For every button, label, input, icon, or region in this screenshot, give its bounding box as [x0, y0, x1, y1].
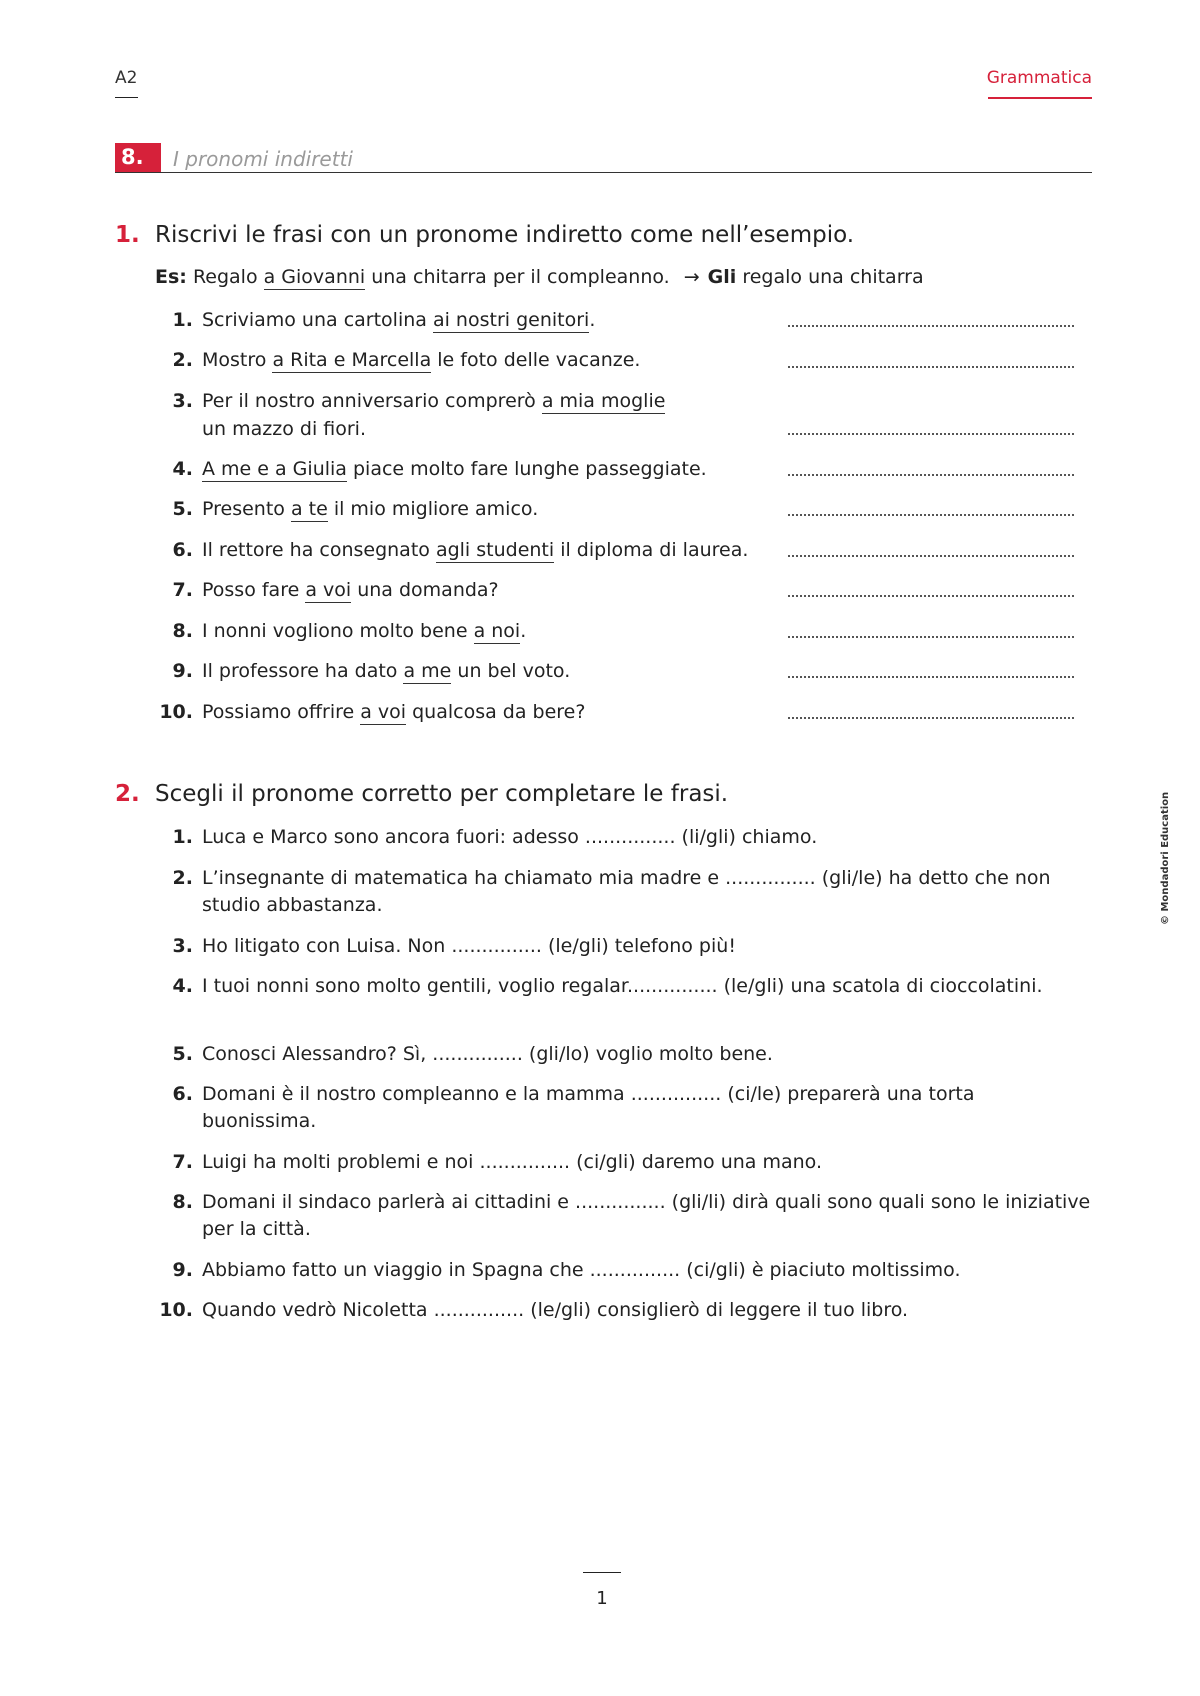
item-underlined: a voi — [305, 579, 352, 601]
item-text: Abbiamo fatto un viaggio in Spagna che ............... (ci/gli) è piaciuto moltissimo. — [202, 1259, 961, 1281]
item-number: 6. — [172, 1083, 193, 1105]
item-text: I nonni vogliono molto bene — [202, 620, 474, 642]
item-text: Il professore ha dato — [202, 660, 404, 682]
example-answer: regalo una chitarra — [736, 266, 924, 288]
item-number: 3. — [172, 390, 193, 412]
item-number: 10. — [159, 701, 193, 723]
level-underline — [115, 97, 138, 98]
example-sentence — [155, 266, 924, 288]
list-item — [155, 1189, 1092, 1243]
list-item — [155, 1257, 1092, 1284]
item-number: 2. — [172, 349, 193, 371]
answer-line[interactable] — [788, 366, 1074, 368]
item-text: qualcosa da bere? — [406, 701, 586, 723]
section-underline — [988, 97, 1092, 99]
item-text: una domanda? — [351, 579, 499, 601]
unit-number-badge: 8. — [115, 143, 161, 172]
item-underlined: agli studenti — [435, 539, 555, 561]
page-number-rule — [583, 1572, 621, 1573]
item-text: Conosci Alessandro? Sì, ............... (gli/lo) voglio molto bene. — [202, 1043, 773, 1065]
item-text: Per il nostro anniversario comprerò — [202, 390, 542, 412]
item-text: il mio migliore amico. — [327, 498, 539, 520]
item-number: 2. — [172, 867, 193, 889]
answer-line[interactable] — [788, 676, 1074, 678]
answer-line[interactable] — [788, 433, 1074, 435]
item-text: un mazzo di fiori. — [202, 418, 366, 440]
answer-line[interactable] — [788, 717, 1074, 719]
item-underlined: A me e a Giulia — [202, 458, 347, 480]
list-item — [155, 865, 1092, 919]
item-text: Posso fare — [202, 579, 306, 601]
item-text: Quando vedrò Nicoletta ............... (le/gli) consiglierò di leggere il tuo libro. — [202, 1299, 909, 1321]
exercise-2-heading — [115, 781, 728, 807]
item-underlined: a mia moglie — [541, 390, 666, 412]
item-underlined: ai nostri genitori — [432, 309, 590, 331]
item-number: 5. — [172, 1043, 193, 1065]
item-number: 9. — [172, 1259, 193, 1281]
list-item — [155, 824, 1092, 851]
item-number: 3. — [172, 935, 193, 957]
answer-line[interactable] — [788, 474, 1074, 476]
example-underlined: a Giovanni — [263, 266, 366, 288]
list-item — [155, 1297, 1092, 1324]
unit-title: I pronomi indiretti — [173, 147, 353, 171]
item-text: Possiamo offrire — [202, 701, 361, 723]
item-text: Luca e Marco sono ancora fuori: adesso ............... (li/gli) chiamo. — [202, 826, 818, 848]
item-number: 5. — [172, 498, 193, 520]
item-underlined: a te — [290, 498, 328, 520]
list-item — [155, 1149, 1092, 1176]
unit-heading — [115, 143, 1092, 173]
item-text: le foto delle vacanze. — [431, 349, 641, 371]
item-number: 8. — [172, 620, 193, 642]
item-text: Il rettore ha consegnato — [202, 539, 436, 561]
exercise-instruction: Riscrivi le frasi con un pronome indiretto come nell’esempio. — [155, 222, 855, 248]
item-text: . — [589, 309, 596, 331]
item-underlined: a noi — [473, 620, 521, 642]
item-number: 9. — [172, 660, 193, 682]
copyright-notice: © Mondadori Education — [1160, 791, 1171, 925]
exercise-number: 1. — [115, 222, 140, 248]
item-text: Presento — [202, 498, 291, 520]
item-number: 6. — [172, 539, 193, 561]
exercise-number: 2. — [115, 781, 140, 807]
answer-line[interactable] — [788, 555, 1074, 557]
item-underlined: a Rita e Marcella — [272, 349, 432, 371]
item-number: 7. — [172, 579, 193, 601]
item-text: I tuoi nonni sono molto gentili, voglio regalar............... (le/gli) una scatola di cioccolatini. — [202, 975, 1043, 997]
example-label: Es: — [155, 266, 187, 288]
item-text: piace molto fare lunghe passeggiate. — [346, 458, 707, 480]
item-underlined: a voi — [360, 701, 407, 723]
level-label: A2 — [115, 68, 138, 88]
answer-line[interactable] — [788, 514, 1074, 516]
item-text: Ho litigato con Luisa. Non ............... (le/gli) telefono più! — [202, 935, 736, 957]
exercise-instruction: Scegli il pronome corretto per completare le frasi. — [155, 781, 729, 807]
item-underlined: a me — [403, 660, 452, 682]
item-number: 1. — [172, 309, 193, 331]
list-item — [155, 1041, 1092, 1068]
item-text: . — [520, 620, 527, 642]
list-item — [155, 933, 1092, 960]
item-number: 1. — [172, 826, 193, 848]
arrow-right-icon: → — [683, 266, 700, 288]
example-text: una chitarra per il compleanno. — [365, 266, 670, 288]
item-text: un bel voto. — [451, 660, 571, 682]
section-label: Grammatica — [986, 68, 1092, 88]
example-text: Regalo — [192, 266, 264, 288]
item-number: 8. — [172, 1191, 193, 1213]
answer-line[interactable] — [788, 636, 1074, 638]
item-text: Domani il sindaco parlerà ai cittadini e ............... (gli/li) dirà quali sono quali sono le iniziative per la città. — [202, 1191, 1091, 1240]
list-item — [155, 1081, 1092, 1135]
example-answer-pronoun: Gli — [707, 266, 737, 288]
item-number: 4. — [172, 458, 193, 480]
copyright-notice-wrapper — [1158, 0, 1178, 1696]
item-text: Mostro — [202, 349, 273, 371]
item-text: L’insegnante di matematica ha chiamato mia madre e ............... (gli/le) ha detto che non studio abbastanza. — [202, 867, 1051, 916]
item-text: Luigi ha molti problemi e noi ............... (ci/gli) daremo una mano. — [202, 1151, 822, 1173]
list-item — [155, 973, 1092, 1000]
item-number: 4. — [172, 975, 193, 997]
page-number: 1 — [596, 1588, 608, 1609]
answer-line[interactable] — [788, 325, 1074, 327]
item-text: Scriviamo una cartolina — [202, 309, 433, 331]
item-number: 7. — [172, 1151, 193, 1173]
exercise-1-heading — [115, 222, 854, 248]
answer-line[interactable] — [788, 595, 1074, 597]
item-text: il diploma di laurea. — [554, 539, 749, 561]
item-text: Domani è il nostro compleanno e la mamma ............... (ci/le) preparerà una torta buonissima. — [202, 1083, 975, 1132]
item-number: 10. — [159, 1299, 193, 1321]
